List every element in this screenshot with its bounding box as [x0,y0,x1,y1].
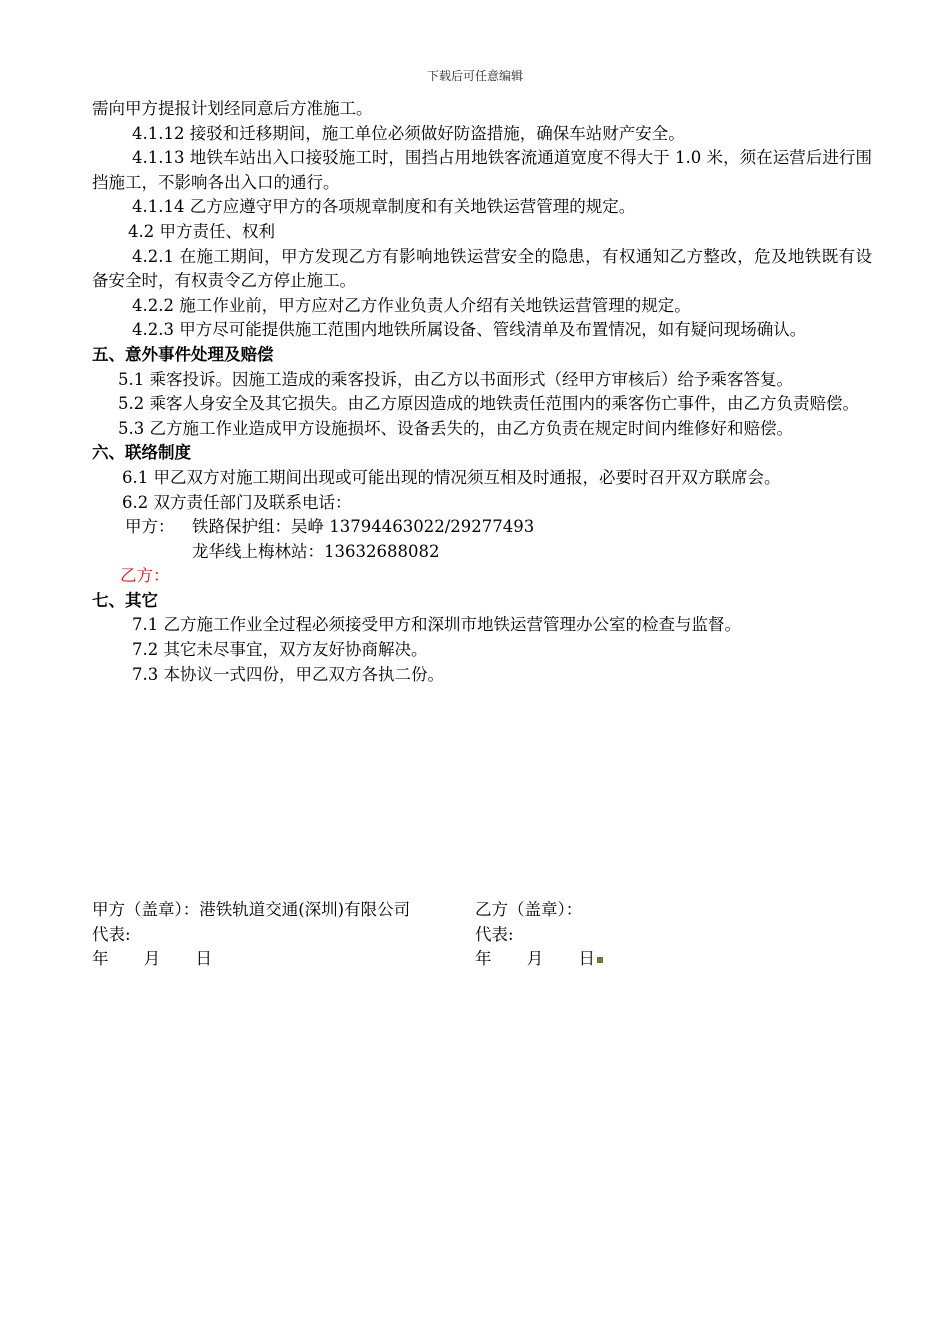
date-month: 月 [143,949,161,969]
clause-7-1: 7.1 乙方施工作业全过程必须接受甲方和深圳市地铁运营管理办公室的检查与监督。 [132,615,741,635]
party-b-seal: 乙方（盖章）： [475,900,583,919]
party-a-date [92,947,475,972]
clause-4-1-14: 4.1.14 乙方应遵守甲方的各项规章制度和有关地铁运营管理的规定。 [132,197,636,217]
clause-6-1: 6.1 甲乙双方对施工期间出现或可能出现的情况须互相及时通报，必要时召开双方联席会。 [122,467,781,487]
clause-7-2: 7.2 其它未尽事宜，双方友好协商解决。 [132,640,428,660]
clause-4-2-1: 4.2.1 在施工期间，甲方发现乙方有影响地铁运营安全的隐患，有权通知乙方整改，危及地铁既有设备安全时，有权责令乙方停止施工。 [92,246,872,291]
section-6-heading: 六、联络制度 [92,443,191,463]
clause-4-1-13: 4.1.13 地铁车站出入口接驳施工时，围挡占用地铁客流通道宽度不得大于 1.0 米，须在运营后进行围挡施工，不影响各出入口的通行。 [92,148,872,192]
contact-party-b-label: 乙方： [120,566,170,586]
contact-party-a [92,515,872,540]
date-year: 年 [92,949,109,969]
clause-4-2-3: 4.2.3 甲方尽可能提供施工范围内地铁所属设备、管线清单及布置情况，如有疑问现场确认。 [132,320,807,340]
party-b-date [475,947,603,972]
date-year: 年 [475,949,492,969]
clause-6-2: 6.2 双方责任部门及联系电话： [122,492,352,512]
date-day: 日 [578,949,595,969]
date-month: 月 [526,949,544,969]
clause-4-2-2: 4.2.2 施工作业前，甲方应对乙方作业负责人介绍有关地铁运营管理的规定。 [132,295,691,315]
party-a-representative: 代表: [92,924,131,944]
contact-a-label: 甲方： [125,517,175,537]
section-7-heading: 七、其它 [92,590,158,610]
contact-a-line2: 龙华线上梅林站：13632688082 [192,541,440,561]
party-b-representative: 代表: [475,924,514,944]
date-day: 日 [195,949,212,969]
paragraph-continuation: 需向甲方提报计划经同意后方准施工。 [92,99,373,118]
clause-5-3: 5.3 乙方施工作业造成甲方设施损坏、设备丢失的，由乙方负责在规定时间内维修好和赔偿。 [118,418,793,438]
document-body [92,97,872,687]
signature-block [92,898,872,972]
clause-7-3: 7.3 本协议一式四份，甲乙双方各执二份。 [132,664,444,684]
paragraph-mark-icon [597,957,603,963]
clause-4-1-12: 4.1.12 接驳和迁移期间，施工单位必须做好防盗措施，确保车站财产安全。 [132,123,685,143]
page-header: 下载后可任意编辑 [426,69,523,83]
contact-a-line1: 铁路保护组：吴峥 13794463022/29277493 [192,517,535,537]
clause-4-2-title: 4.2 甲方责任、权利 [128,221,275,241]
clause-5-1: 5.1 乘客投诉。因施工造成的乘客投诉，由乙方以书面形式（经甲方审核后）给予乘客答复。 [118,369,793,389]
party-a-seal: 甲方（盖章）：港铁轨道交通(深圳)有限公司 [92,900,411,919]
section-5-heading: 五、意外事件处理及赔偿 [92,344,274,364]
clause-5-2: 5.2 乘客人身安全及其它损失。由乙方原因造成的地铁责任范围内的乘客伤亡事件，由乙方负责赔偿。 [118,394,859,414]
